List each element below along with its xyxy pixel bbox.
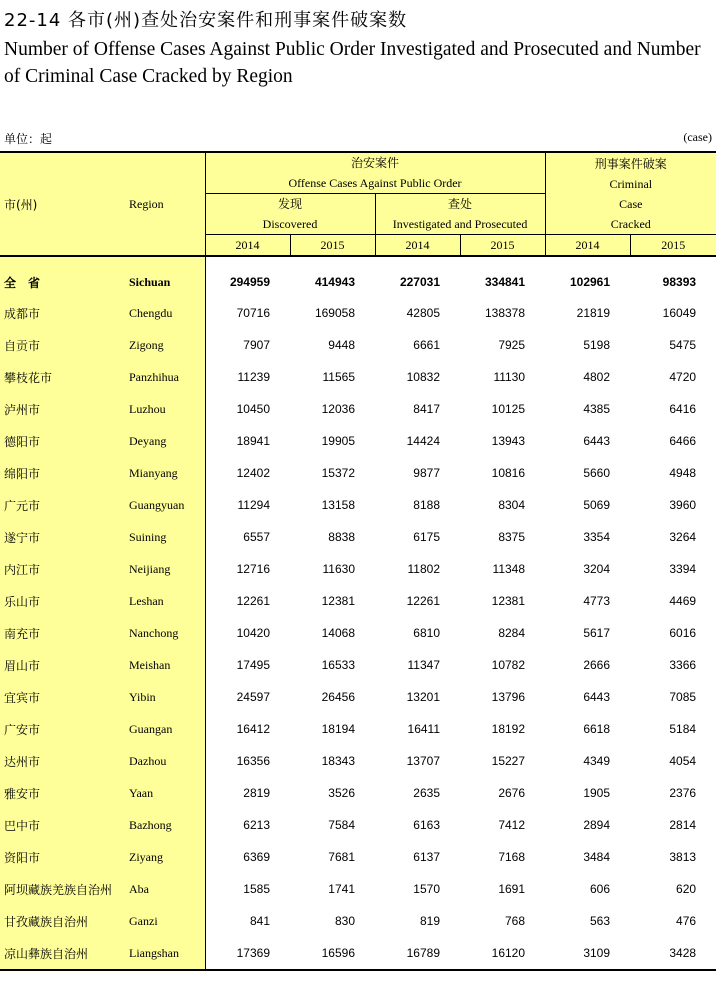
value-cell: 6416: [669, 402, 697, 416]
value-cell: 3204: [583, 562, 611, 576]
region-name-en: Dazhou: [125, 745, 205, 777]
header-criminal-en-3: Cracked: [610, 216, 651, 231]
header-criminal-en-1: Criminal: [609, 176, 653, 191]
value-cell: 8838: [328, 530, 355, 544]
value-cell: 2814: [669, 818, 697, 832]
region-name-en: Meishan: [125, 649, 205, 681]
value-cell: 2376: [669, 786, 697, 800]
value-cell: 5069: [583, 498, 611, 512]
region-name-cn: 绵阳市: [0, 457, 125, 489]
region-name-en: Suining: [125, 521, 205, 553]
value-cell: 2819: [243, 786, 270, 800]
region-name-cn: 眉山市: [0, 649, 125, 681]
value-cell: 294959: [229, 275, 270, 289]
value-cell: 18192: [491, 722, 526, 736]
region-name-en: Yibin: [125, 681, 205, 713]
value-cell: 3264: [669, 530, 697, 544]
table-row: [0, 777, 716, 809]
value-cell: 12402: [236, 466, 270, 480]
unit-label-english: (case): [683, 130, 712, 144]
header-investigated-cn: 查处: [448, 197, 473, 211]
region-name-cn: 内江市: [0, 553, 125, 585]
table-row: [0, 649, 716, 681]
value-cell: 15372: [321, 466, 355, 480]
value-cell: 3109: [545, 937, 630, 970]
value-cell: 3813: [669, 850, 697, 864]
value-cell: 4385: [583, 402, 611, 416]
region-name-en: Ziyang: [125, 841, 205, 873]
value-cell: 11239: [237, 370, 270, 384]
table-row: [0, 681, 716, 713]
region-name-en: Leshan: [125, 585, 205, 617]
value-cell: 4349: [583, 754, 611, 768]
value-cell: 21819: [576, 306, 611, 320]
value-cell: 19905: [321, 434, 355, 448]
value-cell: 42805: [406, 306, 440, 320]
value-cell: 13707: [406, 754, 440, 768]
header-year: 2014: [545, 235, 630, 257]
region-name-cn: 宜宾市: [0, 681, 125, 713]
table-row: [0, 905, 716, 937]
page-title-chinese: 22-14 各市(州)查处治安案件和刑事案件破案数: [4, 10, 408, 31]
value-cell: 16120: [460, 937, 545, 970]
value-cell: 9448: [328, 338, 355, 352]
value-cell: 841: [249, 914, 270, 928]
value-cell: 14068: [321, 626, 355, 640]
value-cell: 5660: [583, 466, 611, 480]
value-cell: 12261: [406, 594, 440, 608]
value-cell: 11565: [322, 370, 355, 384]
region-name-en: Guangyuan: [125, 489, 205, 521]
region-name-en: Luzhou: [125, 393, 205, 425]
region-name-cn: 资阳市: [0, 841, 125, 873]
value-cell: 138378: [484, 306, 526, 320]
region-name-cn: 德阳市: [0, 425, 125, 457]
table-row: [0, 713, 716, 745]
region-name-cn: 泸州市: [0, 393, 125, 425]
value-cell: 1585: [243, 882, 270, 896]
value-cell: 6213: [243, 818, 270, 832]
value-cell: 98393: [662, 275, 697, 289]
value-cell: 169058: [314, 306, 355, 320]
value-cell: 414943: [314, 275, 355, 289]
region-name-en: Aba: [125, 873, 205, 905]
value-cell: 3526: [328, 786, 355, 800]
value-cell: 620: [676, 882, 697, 896]
value-cell: 13158: [321, 498, 355, 512]
data-table: [0, 151, 716, 971]
header-public-order: [205, 152, 545, 194]
value-cell: 819: [419, 914, 440, 928]
value-cell: 8188: [413, 498, 440, 512]
value-cell: 6466: [669, 434, 697, 448]
region-name-cn: 凉山彝族自治州: [0, 937, 125, 970]
table-row: [0, 809, 716, 841]
value-cell: 2635: [413, 786, 440, 800]
value-cell: 6443: [583, 434, 611, 448]
value-cell: 18194: [321, 722, 355, 736]
value-cell: 102961: [569, 275, 611, 289]
table-row: [0, 361, 716, 393]
value-cell: 16789: [375, 937, 460, 970]
region-name-en: Neijiang: [125, 553, 205, 585]
value-cell: 16596: [290, 937, 375, 970]
value-cell: 1691: [498, 882, 526, 896]
table-row: [0, 457, 716, 489]
header-discovered-cn: 发现: [277, 197, 302, 211]
value-cell: 6163: [413, 818, 440, 832]
value-cell: 7584: [328, 818, 355, 832]
value-cell: 11347: [407, 658, 440, 672]
header-criminal-en-2: Case: [619, 196, 643, 211]
table-row: [0, 841, 716, 873]
value-cell: 7925: [498, 338, 526, 352]
region-name-cn: 甘孜藏族自治州: [0, 905, 125, 937]
region-name-cn: 南充市: [0, 617, 125, 649]
value-cell: 26456: [321, 690, 355, 704]
value-cell: 3960: [669, 498, 697, 512]
header-year: 2015: [630, 235, 716, 257]
value-cell: 11130: [493, 370, 526, 384]
value-cell: 2666: [583, 658, 611, 672]
table-row: [0, 873, 716, 905]
region-name-cn: 自贡市: [0, 329, 125, 361]
value-cell: 12716: [236, 562, 270, 576]
value-cell: 70716: [236, 306, 270, 320]
table-row: [0, 937, 716, 970]
region-name-cn: 乐山市: [0, 585, 125, 617]
value-cell: 16411: [407, 722, 440, 736]
value-cell: 13943: [491, 434, 526, 448]
table-row: [0, 393, 716, 425]
value-cell: 2676: [498, 786, 526, 800]
value-cell: 7085: [669, 690, 697, 704]
region-name-cn: 全 省: [0, 256, 125, 297]
table-row: [0, 297, 716, 329]
header-public-order-en: Offense Cases Against Public Order: [288, 176, 462, 190]
header-year: 2015: [460, 235, 545, 257]
header-criminal: [545, 152, 716, 235]
value-cell: 6810: [413, 626, 440, 640]
value-cell: 563: [590, 914, 611, 928]
value-cell: 4054: [669, 754, 697, 768]
region-name-en: Yaan: [125, 777, 205, 809]
region-name-cn: 成都市: [0, 297, 125, 329]
header-public-order-cn: 治安案件: [351, 156, 400, 170]
value-cell: 8417: [413, 402, 440, 416]
value-cell: 15227: [491, 754, 526, 768]
value-cell: 7168: [498, 850, 526, 864]
header-investigated: [375, 194, 545, 235]
header-criminal-cn: 刑事案件破案: [594, 156, 667, 171]
value-cell: 9877: [413, 466, 440, 480]
value-cell: 2894: [583, 818, 611, 832]
value-cell: 4469: [669, 594, 697, 608]
value-cell: 17495: [236, 658, 270, 672]
value-cell: 476: [676, 914, 697, 928]
value-cell: 6016: [669, 626, 697, 640]
value-cell: 227031: [399, 275, 440, 289]
region-name-cn: 攀枝花市: [0, 361, 125, 393]
value-cell: 4802: [583, 370, 611, 384]
value-cell: 16533: [321, 658, 355, 672]
region-name-en: Guangan: [125, 713, 205, 745]
value-cell: 24597: [236, 690, 270, 704]
value-cell: 7907: [243, 338, 270, 352]
value-cell: 4773: [583, 594, 611, 608]
value-cell: 6618: [583, 722, 611, 736]
header-year: 2014: [375, 235, 460, 257]
value-cell: 7412: [498, 818, 526, 832]
value-cell: 5475: [669, 338, 697, 352]
header-region-en: Region: [125, 152, 205, 256]
page-title-english: Number of Offense Cases Against Public Order Investigated and Prosecuted and Number of Criminal Case Cracked by Region: [4, 39, 701, 87]
value-cell: 606: [590, 882, 611, 896]
table-row: [0, 617, 716, 649]
region-name-cn: 广元市: [0, 489, 125, 521]
value-cell: 12381: [491, 594, 526, 608]
value-cell: 13796: [491, 690, 526, 704]
region-name-cn: 巴中市: [0, 809, 125, 841]
region-name-cn: 广安市: [0, 713, 125, 745]
value-cell: 830: [334, 914, 355, 928]
region-name-en: Mianyang: [125, 457, 205, 489]
region-name-en: Ganzi: [125, 905, 205, 937]
region-name-cn: 雅安市: [0, 777, 125, 809]
value-cell: 10450: [236, 402, 270, 416]
value-cell: 12261: [236, 594, 270, 608]
value-cell: 3354: [583, 530, 611, 544]
region-name-en: Nanchong: [125, 617, 205, 649]
value-cell: 10782: [491, 658, 526, 672]
value-cell: 6175: [413, 530, 440, 544]
value-cell: 14424: [406, 434, 440, 448]
table-row: [0, 585, 716, 617]
value-cell: 8284: [498, 626, 526, 640]
table-row: [0, 256, 716, 297]
header-investigated-en: Investigated and Prosecuted: [392, 217, 528, 231]
table-row: [0, 425, 716, 457]
value-cell: 18941: [236, 434, 270, 448]
value-cell: 5198: [583, 338, 611, 352]
value-cell: 6443: [583, 690, 611, 704]
value-cell: 10420: [236, 626, 270, 640]
value-cell: 16356: [236, 754, 270, 768]
value-cell: 3484: [583, 850, 611, 864]
value-cell: 16412: [236, 722, 270, 736]
region-name-en: Chengdu: [125, 297, 205, 329]
value-cell: 6557: [243, 530, 270, 544]
table-body: [0, 256, 716, 970]
value-cell: 16049: [662, 306, 697, 320]
value-cell: 10125: [491, 402, 526, 416]
value-cell: 11802: [407, 562, 440, 576]
region-name-en: Panzhihua: [125, 361, 205, 393]
value-cell: 768: [505, 914, 526, 928]
value-cell: 17369: [205, 937, 290, 970]
value-cell: 13201: [406, 690, 440, 704]
value-cell: 3394: [669, 562, 697, 576]
value-cell: 1741: [328, 882, 355, 896]
region-name-cn: 阿坝藏族羌族自治州: [0, 873, 125, 905]
value-cell: 6661: [413, 338, 440, 352]
header-year: 2014: [205, 235, 290, 257]
table-row: [0, 329, 716, 361]
value-cell: 1570: [413, 882, 440, 896]
value-cell: 12036: [321, 402, 355, 416]
region-name-cn: 遂宁市: [0, 521, 125, 553]
value-cell: 3366: [669, 658, 697, 672]
value-cell: 4720: [669, 370, 697, 384]
region-name-en: Zigong: [125, 329, 205, 361]
header-region-cn: 市(州): [0, 152, 125, 256]
region-name-en: Bazhong: [125, 809, 205, 841]
value-cell: 8375: [498, 530, 526, 544]
value-cell: 10832: [406, 370, 440, 384]
value-cell: 6369: [243, 850, 270, 864]
table-row: [0, 521, 716, 553]
value-cell: 11630: [322, 562, 355, 576]
region-name-en: Sichuan: [125, 256, 205, 297]
table-row: [0, 745, 716, 777]
value-cell: 11348: [492, 562, 526, 576]
table-header: [0, 152, 716, 256]
value-cell: 6137: [413, 850, 440, 864]
region-name-en: Liangshan: [125, 937, 205, 970]
value-cell: 7681: [328, 850, 355, 864]
value-cell: 8304: [498, 498, 526, 512]
value-cell: 1905: [583, 786, 611, 800]
value-cell: 18343: [321, 754, 355, 768]
header-discovered-en: Discovered: [262, 217, 318, 231]
table-row: [0, 489, 716, 521]
value-cell: 4948: [669, 466, 697, 480]
value-cell: 12381: [321, 594, 355, 608]
value-cell: 334841: [484, 275, 526, 289]
value-cell: 5184: [669, 722, 697, 736]
header-discovered: [205, 194, 375, 235]
table-row: [0, 553, 716, 585]
unit-label-chinese: 单位：起: [4, 132, 53, 146]
value-cell: 5617: [583, 626, 611, 640]
value-cell: 10816: [491, 466, 526, 480]
value-cell: 11294: [237, 498, 270, 512]
value-cell: 3428: [630, 937, 716, 970]
region-name-cn: 达州市: [0, 745, 125, 777]
header-year: 2015: [290, 235, 375, 257]
region-name-en: Deyang: [125, 425, 205, 457]
